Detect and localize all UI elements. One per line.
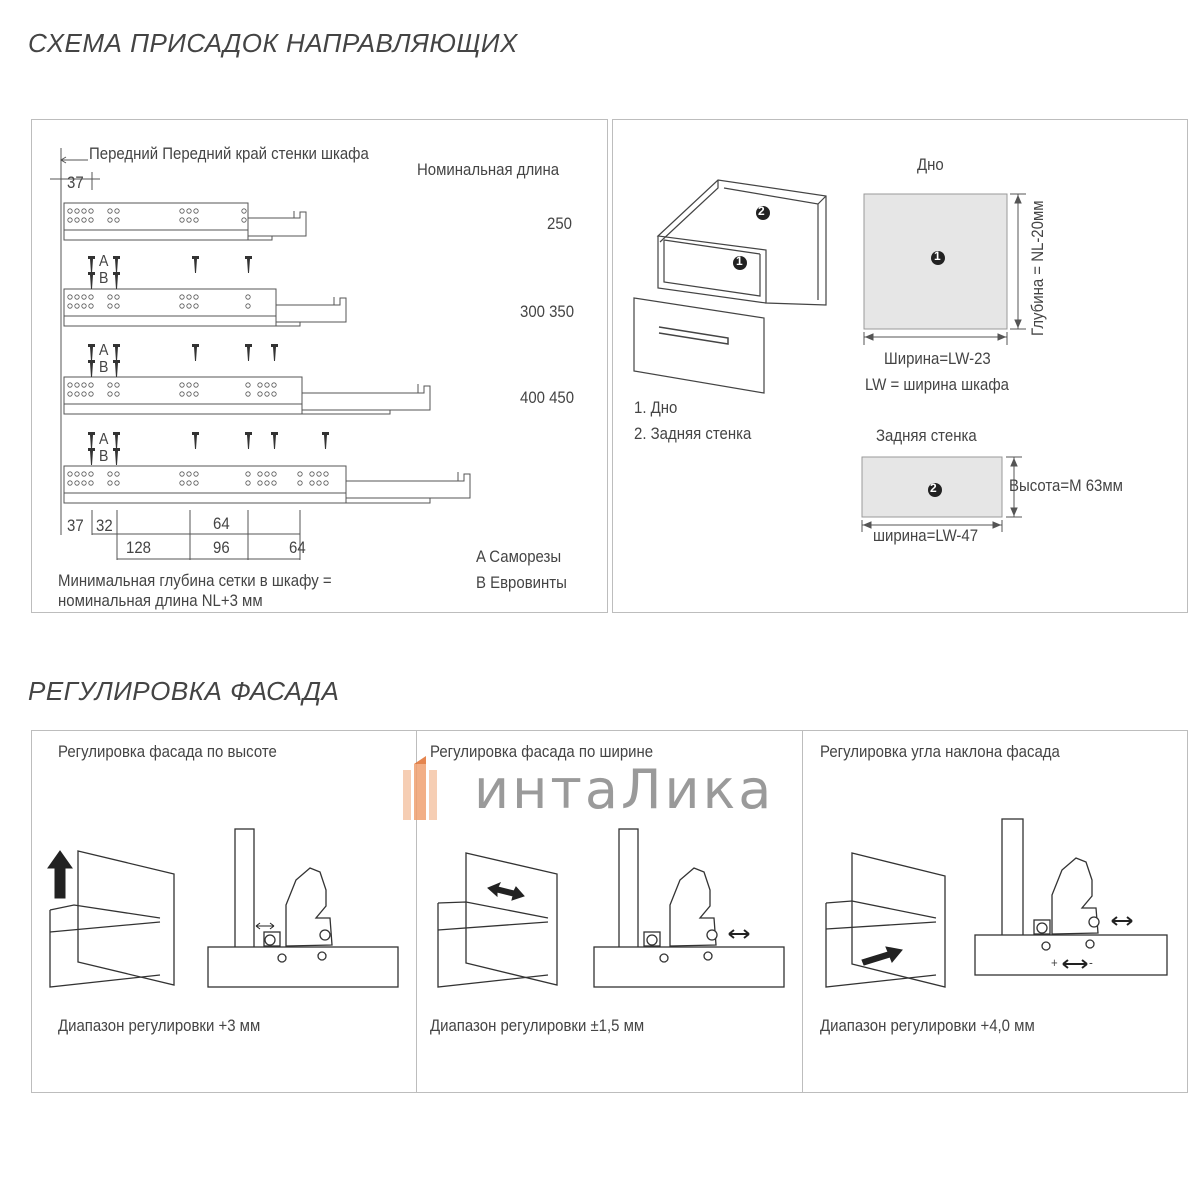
drawer-isometric — [634, 180, 826, 393]
dim-37: 37 — [67, 516, 84, 535]
adjust-height-range: Диапазон регулировки +3 мм — [58, 1016, 261, 1035]
length-300-350: 300 350 — [520, 302, 575, 321]
tilt-adjust-drawing — [826, 819, 1167, 987]
adjust-width-range: Диапазон регулировки ±1,5 мм — [430, 1016, 645, 1035]
dim-96: 96 — [213, 538, 230, 557]
watermark-logo — [403, 756, 437, 820]
nominal-length-header: Номинальная длина — [417, 160, 560, 179]
width-adjust-drawing — [438, 829, 784, 987]
label-a: A — [99, 431, 109, 448]
legend-screws: A Саморезы — [476, 547, 562, 566]
adjust-tilt-title: Регулировка угла наклона фасада — [820, 742, 1060, 761]
dim-128: 128 — [126, 538, 151, 557]
label-a: A — [99, 253, 109, 270]
dim-64: 64 — [213, 514, 230, 533]
rail-300-350 — [64, 289, 346, 326]
tilt-plus: + — [1051, 955, 1058, 970]
length-250: 250 — [547, 214, 572, 233]
up-arrow-icon — [48, 851, 72, 898]
tilt-minus: - — [1089, 955, 1093, 970]
hole-pattern — [68, 472, 328, 485]
lw-label: LW = ширина шкафа — [865, 375, 1009, 394]
dim-32: 32 — [96, 516, 113, 535]
label-a: A — [99, 342, 109, 359]
front-edge-label: Передний Передний край стенки шкафа — [89, 144, 369, 163]
small-double-arrow-icon — [256, 923, 274, 929]
marker-2-label: 2 — [758, 204, 765, 218]
back-width-label: ширина=LW-47 — [873, 526, 979, 545]
adjust-width-title: Регулировка фасада по ширине — [430, 742, 654, 761]
adjust-height-title: Регулировка фасада по высоте — [58, 742, 277, 761]
label-b: B — [99, 359, 109, 376]
marker-1-label: 1 — [736, 254, 743, 268]
section-title-front-adjustment: РЕГУЛИРОВКА ФАСАДА — [28, 676, 340, 706]
width-label: Ширина=LW-23 — [884, 349, 991, 368]
marker-2-label: 2 — [930, 481, 937, 495]
legend-euroscrews: B Евровинты — [476, 573, 567, 592]
depth-label: Глубина = NL-20мм — [1028, 200, 1047, 336]
hole-pattern — [68, 383, 276, 396]
back-wall-title: Задняя стенка — [876, 426, 977, 445]
hole-pattern — [68, 209, 246, 222]
small-double-arrow-icon — [1112, 917, 1132, 925]
length-400-450: 400 450 — [520, 388, 575, 407]
depth-note-line2: номинальная длина NL+3 мм — [58, 591, 263, 610]
height-adjust-drawing — [50, 829, 398, 987]
label-b: B — [99, 270, 109, 287]
depth-note-line1: Минимальная глубина сетки в шкафу = — [58, 571, 332, 590]
section-title-rail-drilling: СХЕМА ПРИСАДОК НАПРАВЛЯЮЩИХ — [28, 28, 518, 58]
adjust-tilt-range: Диапазон регулировки +4,0 мм — [820, 1016, 1035, 1035]
label-b: B — [99, 448, 109, 465]
height-label: Высота=M 63мм — [1009, 476, 1123, 495]
bottom-title: Дно — [917, 155, 944, 174]
screw-icon — [88, 256, 329, 465]
hole-pattern — [68, 295, 250, 308]
parts-item-1: 1. Дно — [634, 398, 678, 417]
parts-item-2: 2. Задняя стенка — [634, 424, 752, 443]
offset-top-dim: 37 — [67, 173, 84, 192]
dim-64: 64 — [289, 538, 306, 557]
marker-1-label: 1 — [934, 249, 941, 263]
watermark-text: интаЛика — [474, 758, 775, 821]
rail-250 — [64, 203, 306, 240]
small-double-arrow-icon — [729, 930, 749, 938]
